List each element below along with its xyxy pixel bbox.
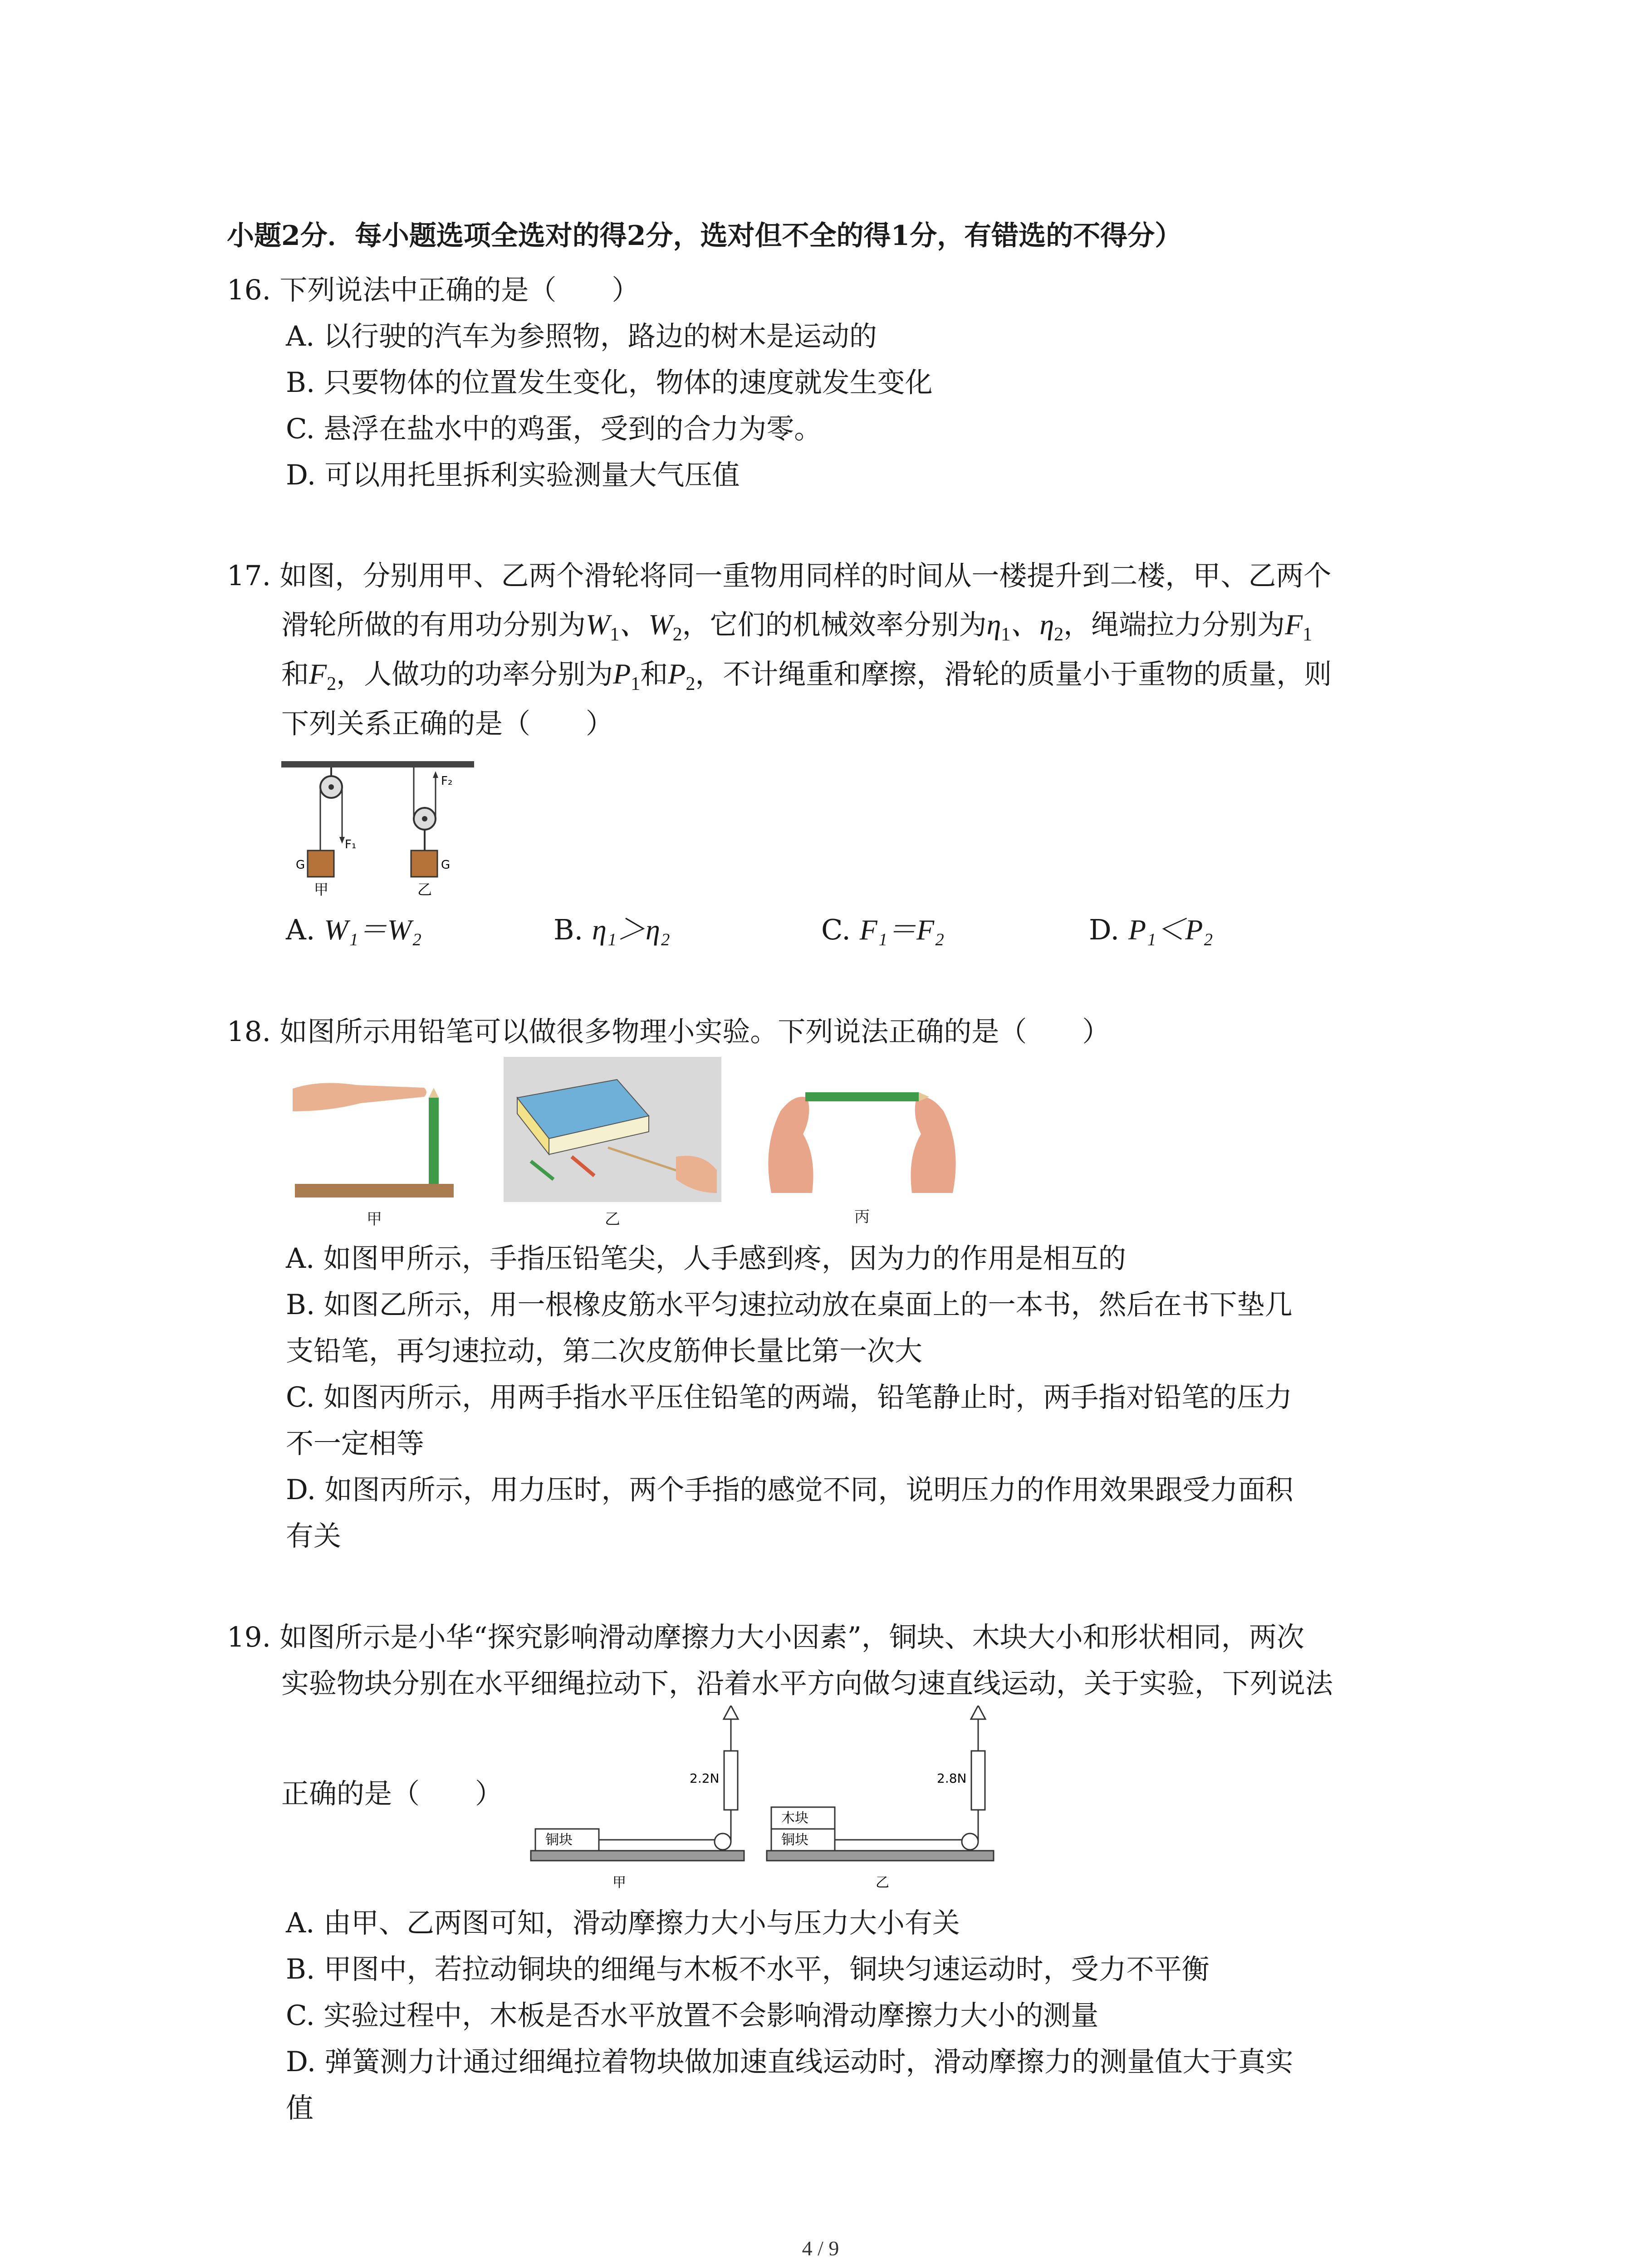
friction-figure <box>522 1706 1003 1910</box>
board-yi <box>767 1851 994 1861</box>
q17-option-c: C. F₁＝F₂ <box>821 913 945 946</box>
label-copper-yi: 铜块 <box>781 1832 808 1848</box>
pulley-jia <box>715 1833 731 1850</box>
weight-jia <box>308 850 334 877</box>
q18-option-d: D. 如图丙所示，用力压时，两个手指的感觉不同，说明压力的作用效果跟受力面积 <box>286 1474 1293 1506</box>
section-header: 小题2分．每小题选项全选对的得2分，选对但不全的得1分，有错选的不得分） <box>227 220 1182 252</box>
label-wood-yi: 木块 <box>781 1810 808 1826</box>
q16-stem: 16. 下列说法中正确的是（ ） <box>227 274 640 306</box>
q18-stem: 18. 如图所示用铅笔可以做很多物理小实验。下列说法正确的是（ ） <box>227 1016 1110 1048</box>
weight-yi <box>411 850 437 877</box>
q16-option-d: D. 可以用托里拆利实验测量大气压值 <box>286 459 740 491</box>
pulley-yi <box>962 1833 978 1850</box>
photo-book-pencils <box>504 1057 721 1202</box>
pencil <box>805 1092 919 1101</box>
reading-jia: 2.2N <box>690 1771 720 1786</box>
q17-option-d: D. P₁＜P₂ <box>1089 913 1213 946</box>
label-f1: F₁ <box>345 838 357 851</box>
q18-option-a: A. 如图甲所示，手指压铅笔尖，人手感到疼，因为力的作用是相互的 <box>286 1242 1126 1275</box>
ceiling-jia <box>281 761 381 767</box>
spring-scale-jia <box>724 1751 738 1810</box>
q17-option-b: B. η₁＞η₂ <box>554 913 670 946</box>
photo-finger-pencil <box>293 1061 456 1202</box>
pencil <box>429 1098 439 1184</box>
arrow-f2 <box>433 771 438 778</box>
q19-option-d-cont: 值 <box>286 2092 314 2124</box>
board-jia <box>531 1851 744 1861</box>
ceiling-yi <box>374 761 474 767</box>
q18-option-d-cont: 有关 <box>286 1520 342 1552</box>
photo-fingers-pencil <box>762 1057 962 1202</box>
label-yi: 乙 <box>417 881 432 898</box>
label-jia: 甲 <box>314 881 329 898</box>
q18-option-b-cont: 支铅笔，再匀速拉动，第二次皮筋伸长量比第一次大 <box>286 1335 923 1367</box>
q17-line4: 下列关系正确的是（ ） <box>281 708 614 740</box>
label-f2: F₂ <box>441 774 453 788</box>
q19-line3: 正确的是（ ） <box>281 1778 503 1810</box>
q19-option-c: C. 实验过程中，木板是否水平放置不会影响滑动摩擦力大小的测量 <box>286 1999 1099 2032</box>
q17-line1: 17. 如图，分别用甲、乙两个滑轮将同一重物用同样的时间从一楼提升到二楼，甲、乙两个 <box>227 560 1332 592</box>
spring-scale-yi <box>971 1751 985 1810</box>
pulley-figure <box>272 753 481 898</box>
q19-line1: 19. 如图所示是小华“探究影响滑动摩擦力大小因素”，铜块、木块大小和形状相同，两次 <box>227 1621 1304 1653</box>
q16-option-b: B. 只要物体的位置发生变化，物体的速度就发生变化 <box>286 367 933 399</box>
arrow-f1 <box>339 837 345 844</box>
q19-line2: 实验物块分别在水平细绳拉动下，沿着水平方向做匀速直线运动，关于实验，下列说法 <box>281 1667 1333 1700</box>
reading-yi: 2.8N <box>937 1771 967 1786</box>
q16-option-a: A. 以行驶的汽车为参照物，路边的树木是运动的 <box>286 320 877 352</box>
q19-option-b: B. 甲图中，若拉动铜块的细绳与木板不水平，铜块匀速运动时，受力不平衡 <box>286 1953 1210 1985</box>
q16-option-c: C. 悬浮在盐水中的鸡蛋，受到的合力为零。 <box>286 413 822 445</box>
caption-jia: 甲 <box>367 1210 382 1228</box>
label-jia: 甲 <box>612 1875 626 1891</box>
caption-bing: 丙 <box>854 1208 870 1226</box>
q19-option-a: A. 由甲、乙两图可知，滑动摩擦力大小与压力大小有关 <box>286 1907 960 1939</box>
caption-yi: 乙 <box>605 1210 620 1228</box>
label-yi: 乙 <box>876 1875 889 1891</box>
q18-option-c-cont: 不一定相等 <box>286 1427 425 1460</box>
table <box>295 1184 454 1198</box>
label-g-yi: G <box>441 858 451 872</box>
q19-option-d: D. 弹簧测力计通过细绳拉着物块做加速直线运动时，滑动摩擦力的测量值大于真实 <box>286 2046 1293 2078</box>
q18-option-b: B. 如图乙所示，用一根橡皮筋水平匀速拉动放在桌面上的一本书，然后在书下垫几 <box>286 1289 1293 1321</box>
q17-line3: 和$F_2$，人做功的功率分别为$P_1$和$P_2$，不计绳重和摩擦，滑轮的质量小于重物的质量，则 <box>281 658 1332 694</box>
label-g-jia: G <box>296 858 305 872</box>
hook-jia <box>724 1706 738 1719</box>
q18-option-c: C. 如图丙所示，用两手指水平压住铅笔的两端，铅笔静止时，两手指对铅笔的压力 <box>286 1381 1293 1413</box>
label-copper-jia: 铜块 <box>545 1832 573 1848</box>
q17-line2: 滑轮所做的有用功分别为$W_1$、$W_2$，它们的机械效率分别为$\eta_1$、$\eta_2$，绳端拉力分别为$F_1$ <box>281 608 1313 645</box>
q17-option-a: A. W₁＝W₂ <box>286 913 422 946</box>
page-number: 4 / 9 <box>802 2237 839 2260</box>
hook-yi <box>971 1706 985 1719</box>
